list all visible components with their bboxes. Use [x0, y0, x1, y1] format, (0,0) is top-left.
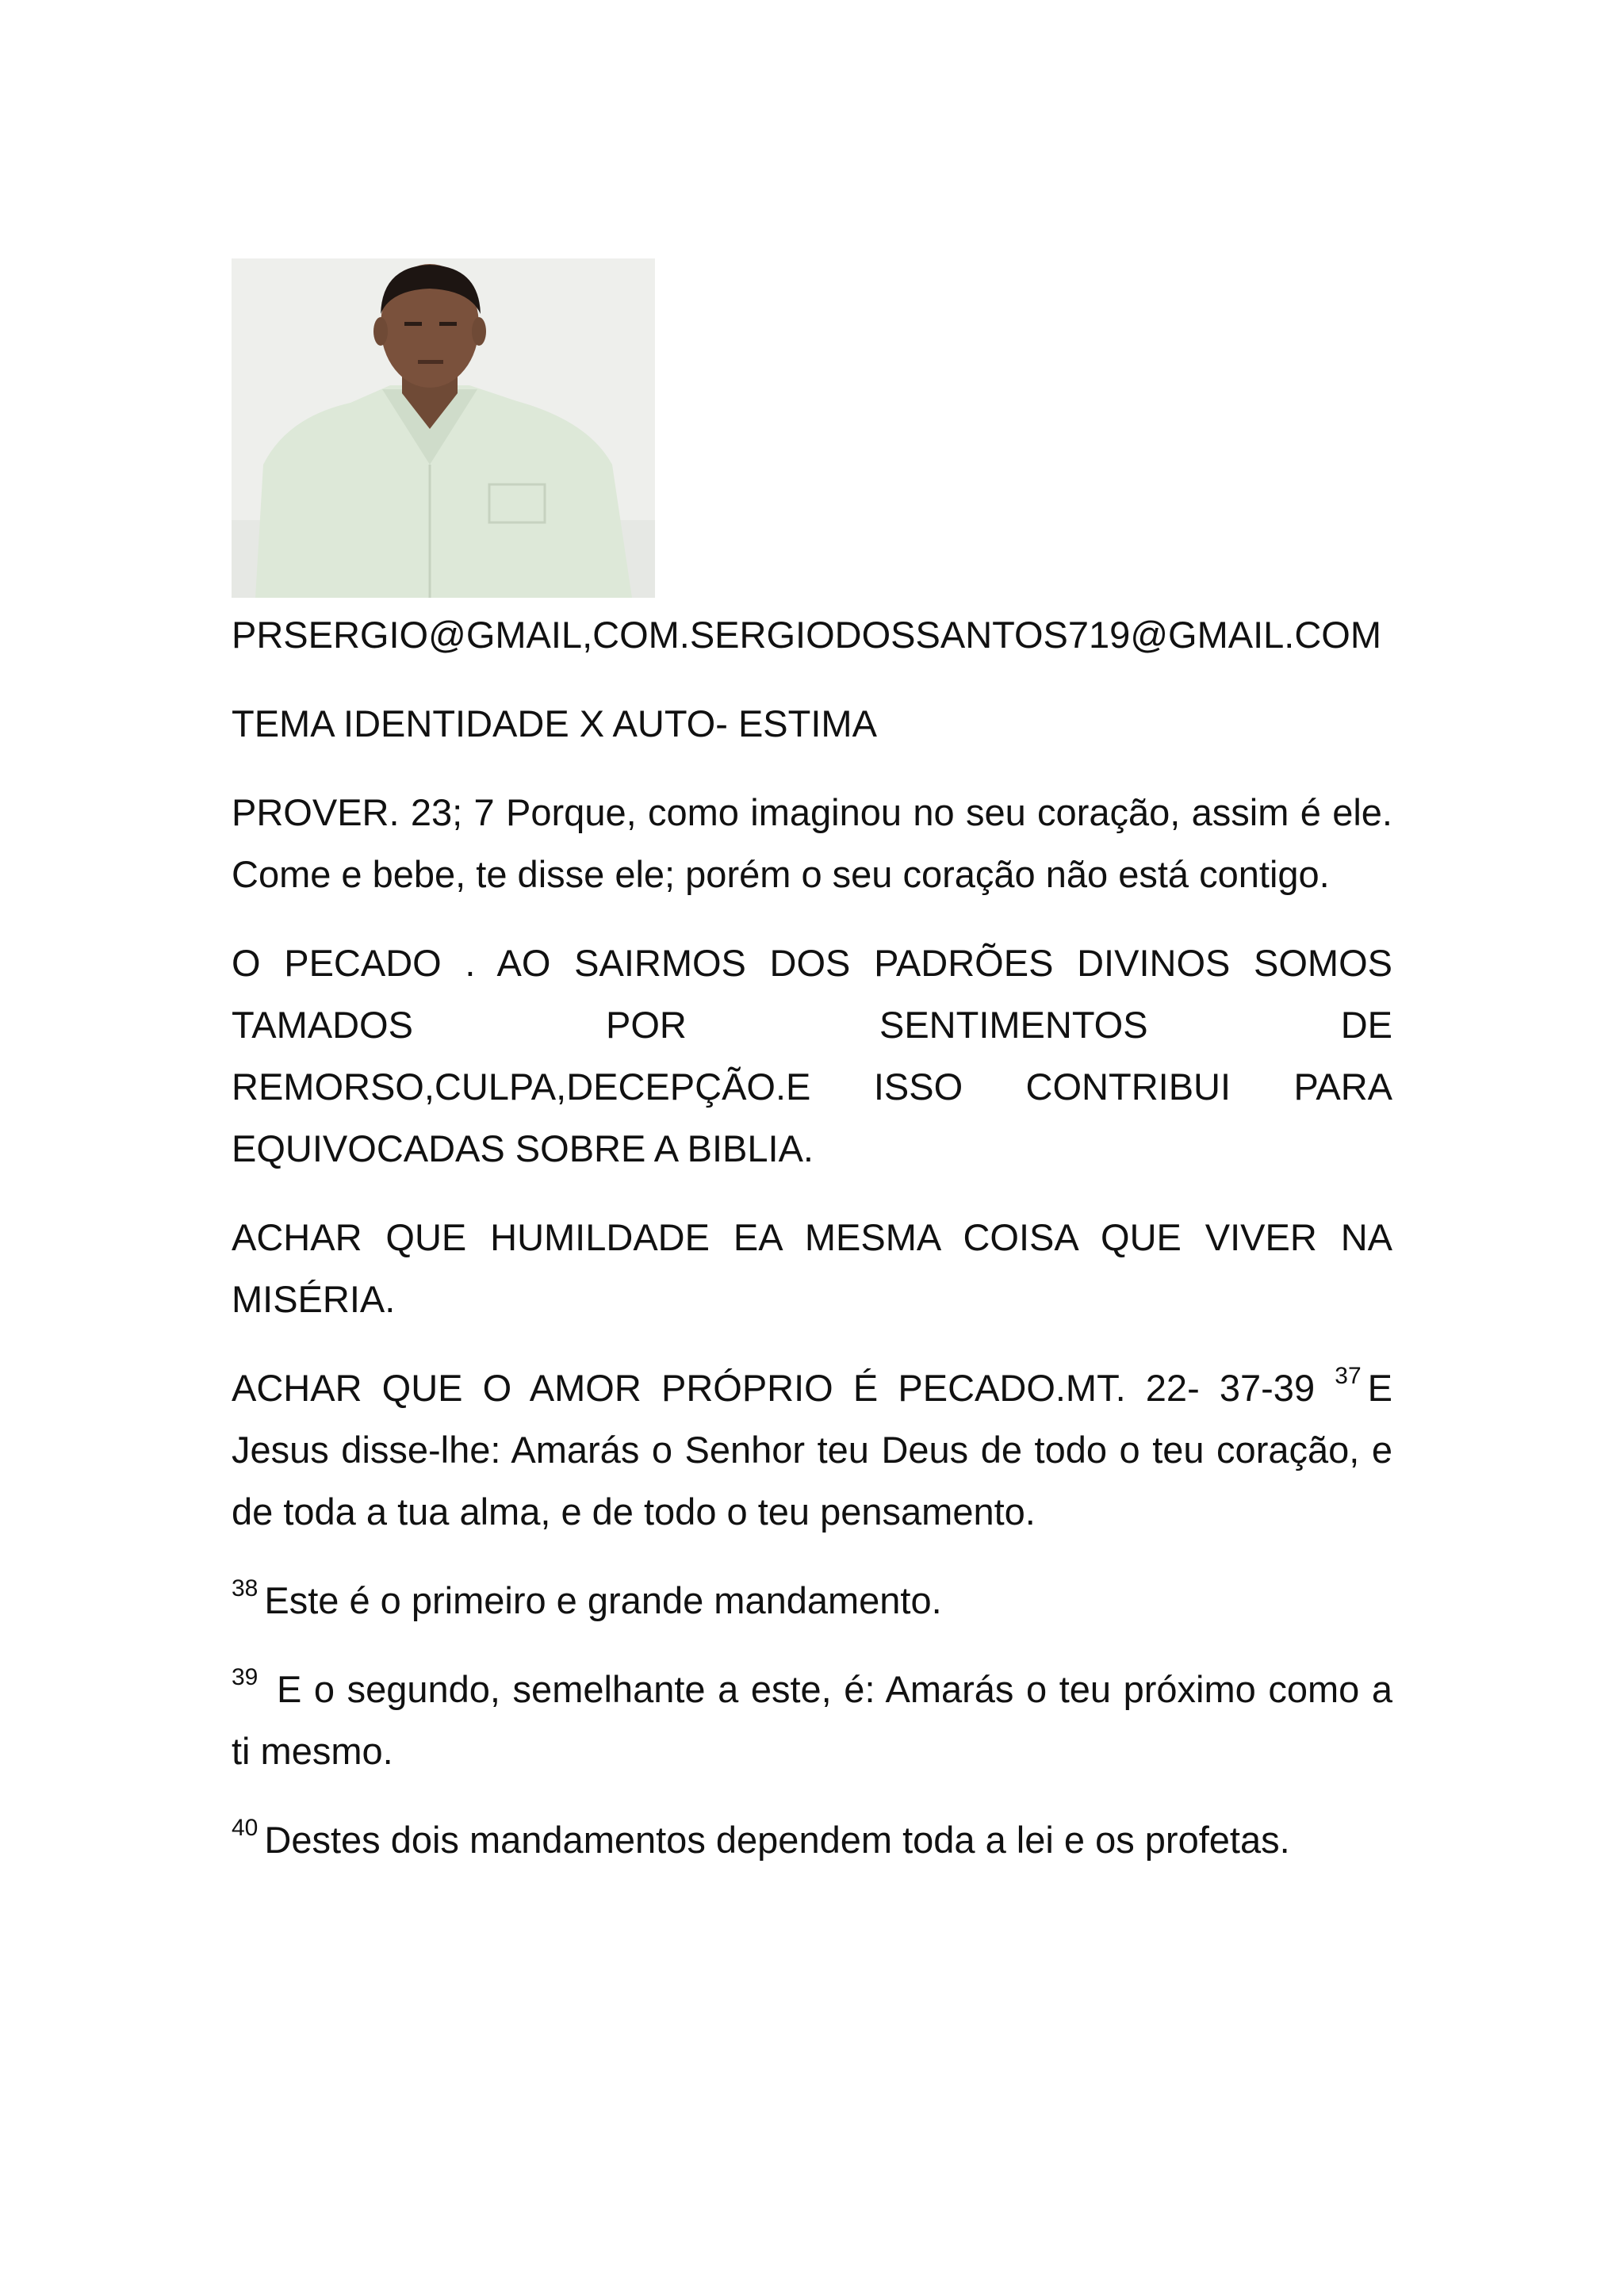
document-body	[232, 604, 1392, 1898]
verse-number-37: 37	[1335, 1363, 1362, 1389]
verse-38-text: Este é o primeiro e grande mandamento.	[264, 1579, 942, 1621]
author-email-line: PRSERGIO@GMAIL,COM.SERGIODOSSANTOS719@GMAIL.COM	[232, 614, 1382, 656]
self-love-paragraph	[232, 1357, 1392, 1543]
verse-39-paragraph	[232, 1659, 1392, 1782]
verse-40-paragraph	[232, 1809, 1392, 1871]
author-portrait-image	[232, 258, 655, 598]
humility-paragraph: ACHAR QUE HUMILDADE EA MESMA COISA QUE VIVER NA MISÉRIA.	[232, 1216, 1392, 1320]
sin-paragraph: O PECADO . AO SAIRMOS DOS PADRÕES DIVINOS SOMOS TAMADOS POR SENTIMENTOS DE REMORSO,CULPA,DECEPÇÃO.E ISSO CONTRIBUI PARA EQUIVOCADAS SOBRE A BIBLIA.	[232, 942, 1392, 1169]
author-photo	[232, 258, 655, 598]
verse-37-text: E Jesus disse-lhe: Amarás o Senhor teu Deus de todo o teu coração, e de toda a tua alma, e de todo o teu pensamento.	[232, 1367, 1392, 1533]
verse-40-text: Destes dois mandamentos dependem toda a lei e os profetas.	[264, 1819, 1290, 1861]
verse-38-paragraph	[232, 1570, 1392, 1632]
verse-number-40: 40	[232, 1815, 259, 1841]
theme-heading: TEMA IDENTIDADE X AUTO- ESTIMA	[232, 702, 877, 744]
proverbs-paragraph: PROVER. 23; 7 Porque, como imaginou no seu coração, assim é ele. Come e bebe, te disse ele; porém o seu coração não está contigo.	[232, 791, 1392, 895]
verse-number-39: 39	[232, 1664, 259, 1690]
verse-39-text: E o segundo, semelhante a este, é: Amarás o teu próximo como a ti mesmo.	[232, 1668, 1392, 1772]
self-love-lead: ACHAR QUE O AMOR PRÓPRIO É PECADO.MT. 22- 37-39	[232, 1367, 1316, 1409]
verse-number-38: 38	[232, 1575, 259, 1601]
